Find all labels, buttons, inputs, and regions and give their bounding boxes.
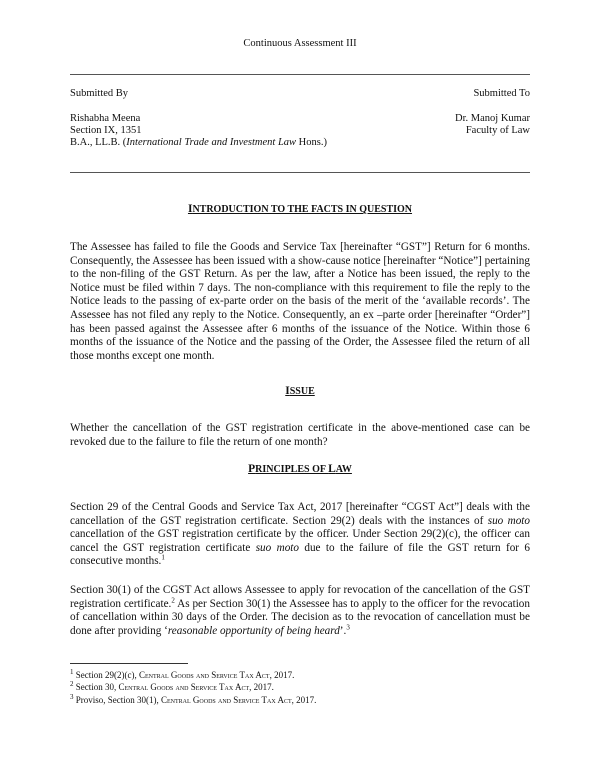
intro-heading: INTRODUCTION TO THE FACTS IN QUESTION — [187, 203, 413, 215]
principles-heading: PRINCIPLES OF LAW — [248, 463, 352, 475]
footnote-2: $^2$ Section 30, Central Goods and Service Tax Act, 2017. — [70, 680, 274, 692]
top-divider — [70, 74, 530, 75]
faculty-dept: Faculty of Law — [465, 125, 530, 136]
principles-paragraph-1: Section 29 of the Central Goods and Service Tax Act, 2017 [hereinafter “CGST Act”] deals with the cancellation of the GST registration certificate. Section 29(2) deals with the instances of suo moto cancellation of the GST registration certificate by the officer. Under Section 29(2)(c), the officer can cancel the GST registration certificate suo moto due to the failure of file the GST return for 6 consecutive months.$^1$ — [70, 501, 530, 568]
page-header: Continuous Assessment III — [243, 38, 357, 49]
student-block — [70, 113, 327, 149]
submitted-by-label: Submitted By — [70, 88, 129, 99]
footnote-ref-2: 2 — [171, 595, 175, 604]
intro-paragraph: The Assessee has failed to file the Goods and Service Tax [hereinafter “GST”] Return for 6 months. Consequently, the Assessee has been issued with a show-cause notice [hereinafter “Notice”] pertaining to the non-filing of the GST Return. As per the law, after a Notice has been issued, the reply to the Notice must be filed within 7 days. The non-compliance with this requirement to file the reply to the Notice leads to the passing of ex-parte order on the basis of the merit of the ‘available records’. The Assessee has not filed any reply to the Notice. Consequently, an ex –parte order [hereinafter “Order”] has been passed against the Assessee after 6 months of the issuance of the Notice. Within those 6 months of the issuance of the Notice and the passing of the Order, the Assessee filed the return of all those months except one month. — [70, 241, 530, 362]
footnote-1: $^1$ Section 29(2)(c), Central Goods and Service Tax Act, 2017. — [70, 668, 295, 680]
issue-paragraph: Whether the cancellation of the GST registration certificate in the above-mentioned case can be revoked due to the failure to file the return of one month? — [70, 422, 530, 448]
footnote-ref-3: 3 — [346, 623, 350, 632]
faculty-block — [455, 113, 530, 137]
faculty-name: Dr. Manoj Kumar — [455, 113, 530, 124]
student-degree: B.A., LL.B. (International Trade and Investment Law Hons.) — [70, 137, 327, 148]
principles-paragraph-2: Section 30(1) of the CGST Act allows Assessee to apply for revocation of the cancellation of the GST registration certificate.$^2$ As per Section 30(1) the Assessee has to apply to the officer for the revocation of cancellation within 30 days of the Order. The decision as to the revocation of cancellation must be done after providing ‘reasonable opportunity of being heard’.$^3$ — [70, 584, 530, 637]
bottom-divider — [70, 172, 530, 173]
issue-heading: ISSUE — [285, 385, 315, 397]
student-section: Section IX, 1351 — [70, 125, 142, 136]
student-name: Rishabha Meena — [70, 113, 141, 124]
footnote-ref-1: 1 — [161, 553, 165, 562]
submitted-to-label: Submitted To — [473, 88, 530, 99]
footnote-3: $^3$ Proviso, Section 30(1), Central Goods and Service Tax Act, 2017. — [70, 693, 317, 705]
footnote-divider — [70, 663, 188, 664]
